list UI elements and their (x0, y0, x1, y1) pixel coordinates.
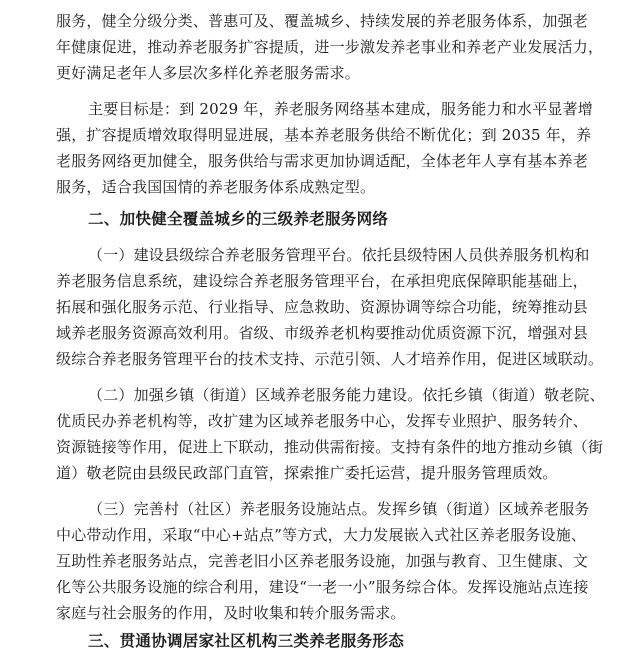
paragraph-line: 年健康促进，推动养老服务扩容提质，进一步激发养老事业和养老产业发展活力， (56, 38, 604, 56)
paragraph-line: 养老服务信息系统，建设综合养老服务管理平台，在承担兜底保障职能基础上， (56, 272, 589, 290)
paragraph-line: 服务，健全分级分类、普惠可及、覆盖城乡、持续发展的养老服务体系，加强老 (56, 12, 589, 30)
paragraph-line: 互助性养老服务站点，完善老旧小区养老服务设施，加强与教育、卫生健康、文 (56, 552, 589, 570)
paragraph-line: 化等公共服务设施的综合利用，建设“一老一小”服务综合体。发挥设施站点连接 (56, 578, 589, 596)
paragraph-line: 道）敬老院由县级民政部门直管，探索推广委托运营，提升服务管理质效。 (56, 464, 558, 482)
paragraph-line: （三）完善村（社区）养老服务设施站点。发挥乡镇（街道）区域养老服务 (88, 500, 590, 518)
section-heading: 二、加快健全覆盖城乡的三级养老服务网络 (88, 210, 389, 228)
paragraph-line: 主要目标是：到 2029 年，养老服务网络基本建成，服务能力和水平显著增 (88, 100, 593, 118)
paragraph-line: 拓展和强化服务示范、行业指导、应急救助、资源协调等综合功能，统筹推动县 (56, 298, 589, 316)
paragraph-line: 强，扩容提质增效取得明显进展，基本养老服务供给不断优化；到 2035 年，养 (56, 126, 592, 144)
paragraph-line: （一）建设县级综合养老服务管理平台。依托县级特困人员供养服务机构和 (88, 246, 590, 264)
section-heading: 三、贯通协调居家社区机构三类养老服务形态 (88, 632, 405, 650)
paragraph-line: 资源链接等作用，促进上下联动，推动供需衔接。支持有条件的地方推动乡镇（街 (56, 438, 604, 456)
paragraph-line: 更好满足老年人多层次多样化养老服务需求。 (56, 64, 361, 82)
paragraph-line: 家庭与社会服务的作用，及时收集和转介服务需求。 (56, 604, 406, 622)
paragraph-line: 服务，适合我国国情的养老服务体系成熟定型。 (56, 178, 376, 196)
paragraph-line: 域养老服务资源高效利用。省级、市级养老机构要推动优质资源下沉，增强对县 (56, 324, 589, 342)
paragraph-line: 优质民办养老机构等，改扩建为区域养老服务中心，发挥专业照护、服务转介、 (56, 412, 589, 430)
paragraph-line: 级综合养老服务管理平台的技术支持、示范引领、人才培养作用，促进区域联动。 (56, 350, 604, 368)
paragraph-line: （二）加强乡镇（街道）区域养老服务能力建设。依托乡镇（街道）敬老院、 (88, 386, 605, 404)
paragraph-line: 中心带动作用，采取“中心+站点”等方式，大力发展嵌入式社区养老服务设施、 (56, 526, 587, 544)
paragraph-line: 老服务网络更加健全，服务供给与需求更加协调适配，全体老年人享有基本养老 (56, 152, 589, 170)
